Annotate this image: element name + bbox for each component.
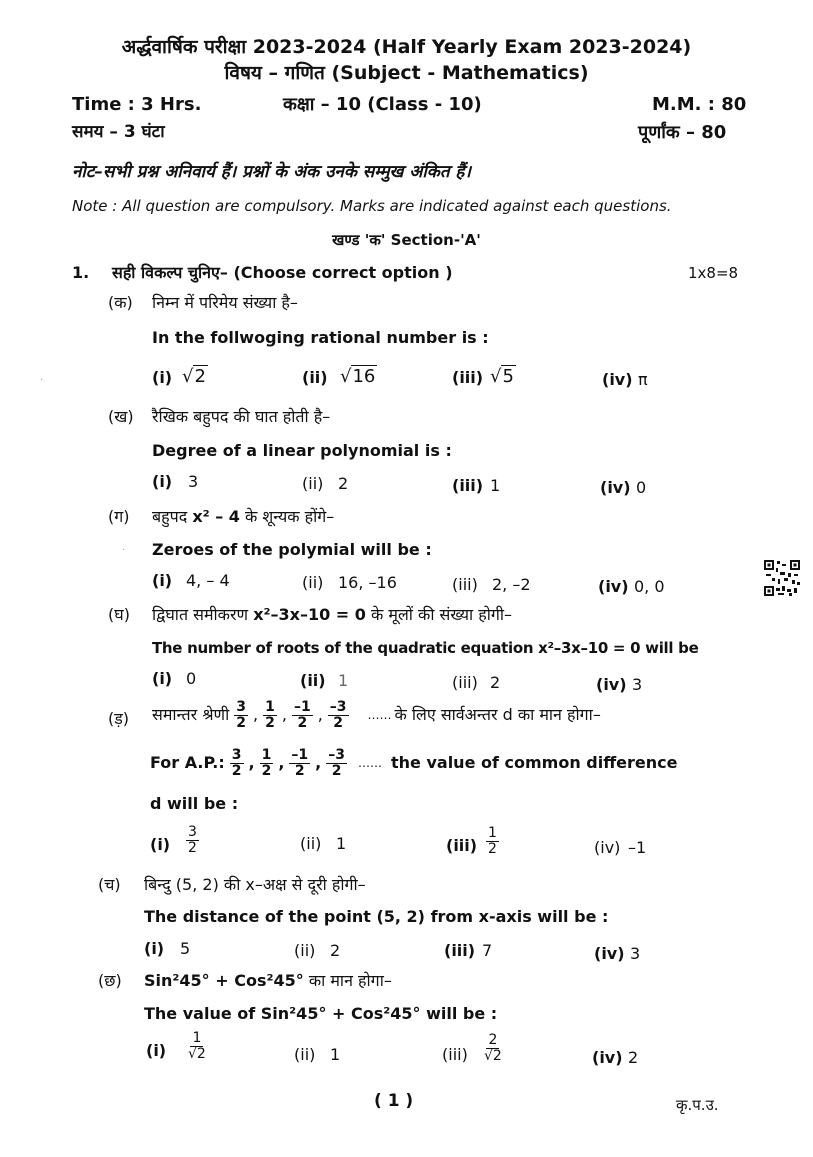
fraction: $\frac{3}{2}$ (231, 747, 242, 779)
option-label: (i) (152, 669, 173, 688)
option-value: 3 (632, 675, 643, 694)
sqrt-icon: √ (490, 366, 502, 387)
option-label: (iii) (444, 941, 476, 960)
sub-e-english-line2: d will be : (150, 794, 239, 813)
fraction: $\frac{-1}{2}$ (291, 747, 309, 779)
scan-mark: · (40, 375, 44, 386)
option-label: (iv) (594, 944, 625, 963)
option-label: (i) (152, 368, 173, 387)
class-label: कक्षा – 10 (Class - 10) (283, 94, 482, 115)
scan-mark: · (122, 545, 126, 556)
option-label: (iii) (452, 575, 478, 594)
option-value: 3 (188, 472, 199, 491)
fraction: $\frac{1}{√2}$ (188, 1030, 206, 1062)
qr-code (764, 560, 800, 596)
option-label: (iv) (598, 577, 629, 596)
option-value (480, 1033, 506, 1063)
option-value: 1 (336, 834, 347, 853)
option-label: (ii) (302, 474, 324, 493)
sub-label-d: (घ) (108, 605, 130, 624)
option-value: 2 (330, 941, 341, 960)
option-label: (iii) (452, 673, 478, 692)
sub-a-hindi: निम्न में परिमेय संख्या है– (152, 293, 298, 312)
option-value: π (638, 370, 648, 389)
option-label: (ii) (300, 834, 322, 853)
sub-label-c: (ग) (108, 507, 130, 526)
note-english: Note : All question are compulsory. Marks are indicated against each questions. (72, 197, 672, 215)
sub-label-a: (क) (108, 293, 133, 312)
sub-c-hindi: बहुपद x² – 4 के शून्यक होंगे– (152, 507, 335, 526)
option-value: 2 (338, 474, 349, 493)
fraction: $\frac{1}{2}$ (265, 699, 275, 731)
question-marks: 1x8=8 (688, 264, 739, 282)
note-hindi: नोट–सभी प्रश्न अनिवार्य हैं। प्रश्नों के अंक उनके सम्मुख अंकित हैं। (72, 162, 471, 182)
sub-label-b: (ख) (108, 407, 134, 426)
option-value (184, 825, 201, 855)
option-value: –1 (628, 838, 647, 857)
sub-g-english: The value of Sin²45° + Cos²45° will be : (144, 1004, 498, 1023)
time-en: Time : 3 Hrs. (72, 94, 202, 115)
option-value: 2, –2 (492, 575, 531, 594)
option-value: 16, –16 (338, 573, 397, 592)
sub-label-e: (ड़) (108, 709, 130, 728)
fraction: $\frac{-3}{2}$ (328, 747, 345, 779)
option-value: 5 (180, 939, 191, 958)
option-value: 1 (338, 671, 349, 690)
fraction: $\frac{3}{2}$ (236, 699, 246, 731)
sqrt-icon: √ (340, 366, 352, 387)
option-label: (iv) (596, 675, 627, 694)
option-label: (iv) (592, 1048, 623, 1067)
subject-title: विषय – गणित (Subject - Mathematics) (224, 62, 589, 84)
option-value: 0, 0 (634, 577, 665, 596)
fraction: $\frac{-3}{2}$ (329, 699, 347, 731)
fraction: $\frac{2}{√2}$ (484, 1032, 502, 1064)
sub-d-english: The number of roots of the quadratic equation x²–3x–10 = 0 will be (152, 639, 699, 657)
option-value: 4, – 4 (186, 571, 230, 590)
option-label: (iv) (602, 370, 633, 389)
option-value: 0 (186, 669, 197, 688)
option-value (184, 1031, 210, 1061)
sub-g-hindi: Sin²45° + Cos²45° का मान होगा– (144, 971, 392, 990)
option-value: 1 (490, 476, 501, 495)
option-value (484, 826, 501, 856)
question-number: 1. (72, 263, 90, 282)
option-label: (i) (146, 1041, 167, 1060)
sub-d-hindi: द्विघात समीकरण x²–3x–10 = 0 के मूलों की संख्या होगी– (152, 605, 513, 624)
option-value: 2 (490, 673, 501, 692)
option-value: 7 (482, 941, 493, 960)
sqrt-icon: √ (182, 366, 194, 387)
option-value: 3 (630, 944, 641, 963)
sub-b-hindi: रैखिक बहुपद की घात होती है– (152, 407, 331, 426)
sub-e-english: For A.P.: $\frac{3}{2}$ , $\frac{1}{2}$ , $\frac{-1}{2}$ , $\frac{-3}{2}$ …… the value of common difference (150, 747, 678, 779)
option-value: 0 (636, 478, 647, 497)
section-heading: खण्ड 'क' Section-'A' (332, 231, 481, 249)
option-label: (ii) (302, 573, 324, 592)
option-label: (iv) (594, 838, 621, 857)
option-label: (ii) (300, 671, 326, 690)
sub-e-hindi: समान्तर श्रेणी $\frac{3}{2}$ , $\frac{1}{2}$ , $\frac{-1}{2}$ , $\frac{-3}{2}$ …… के लिए सार्वअन्तर d का मान होगा– (152, 699, 601, 731)
option-label: (iii) (452, 476, 484, 495)
purnank: पूर्णांक – 80 (638, 122, 727, 143)
option-label: (iii) (446, 836, 478, 855)
page-number: ( 1 ) (374, 1091, 414, 1111)
option-value: √16 (340, 366, 376, 387)
fraction: $\frac{1}{2}$ (488, 825, 497, 857)
option-label: (iv) (600, 478, 631, 497)
sub-label-g: (छ) (98, 971, 122, 990)
fraction: $\frac{1}{2}$ (261, 747, 272, 779)
option-label: (i) (152, 571, 173, 590)
please-turn-over: कृ.प.उ. (676, 1096, 719, 1114)
option-label: (iii) (452, 368, 484, 387)
exam-title: अर्द्धवार्षिक परीक्षा 2023-2024 (Half Yearly Exam 2023-2024) (121, 36, 692, 58)
option-label: (i) (150, 835, 171, 854)
option-label: (iii) (442, 1045, 468, 1064)
option-label: (i) (152, 472, 173, 491)
sub-a-english: In the follwoging rational number is : (152, 328, 489, 347)
fraction: $\frac{3}{2}$ (188, 824, 197, 856)
sub-f-english: The distance of the point (5, 2) from x-axis will be : (144, 907, 609, 926)
option-value: √5 (490, 366, 514, 387)
sub-b-english: Degree of a linear polynomial is : (152, 441, 452, 460)
option-value: 1 (330, 1045, 341, 1064)
option-label: (i) (144, 939, 165, 958)
option-label: (ii) (294, 941, 316, 960)
sub-label-f: (च) (98, 875, 121, 894)
sub-f-hindi: बिन्दु (5, 2) की x–अक्ष से दूरी होगी– (144, 875, 366, 894)
option-label: (ii) (302, 368, 328, 387)
time-hi: समय – 3 घंटा (72, 122, 165, 142)
option-label: (ii) (294, 1045, 316, 1064)
max-marks: M.M. : 80 (652, 94, 747, 115)
question-prompt: सही विकल्प चुनिए– (Choose correct option ) (112, 263, 453, 282)
option-value: 2 (628, 1048, 639, 1067)
option-value: √2 (182, 366, 206, 387)
fraction: $\frac{-1}{2}$ (293, 699, 311, 731)
sub-c-english: Zeroes of the polymial will be : (152, 540, 432, 559)
